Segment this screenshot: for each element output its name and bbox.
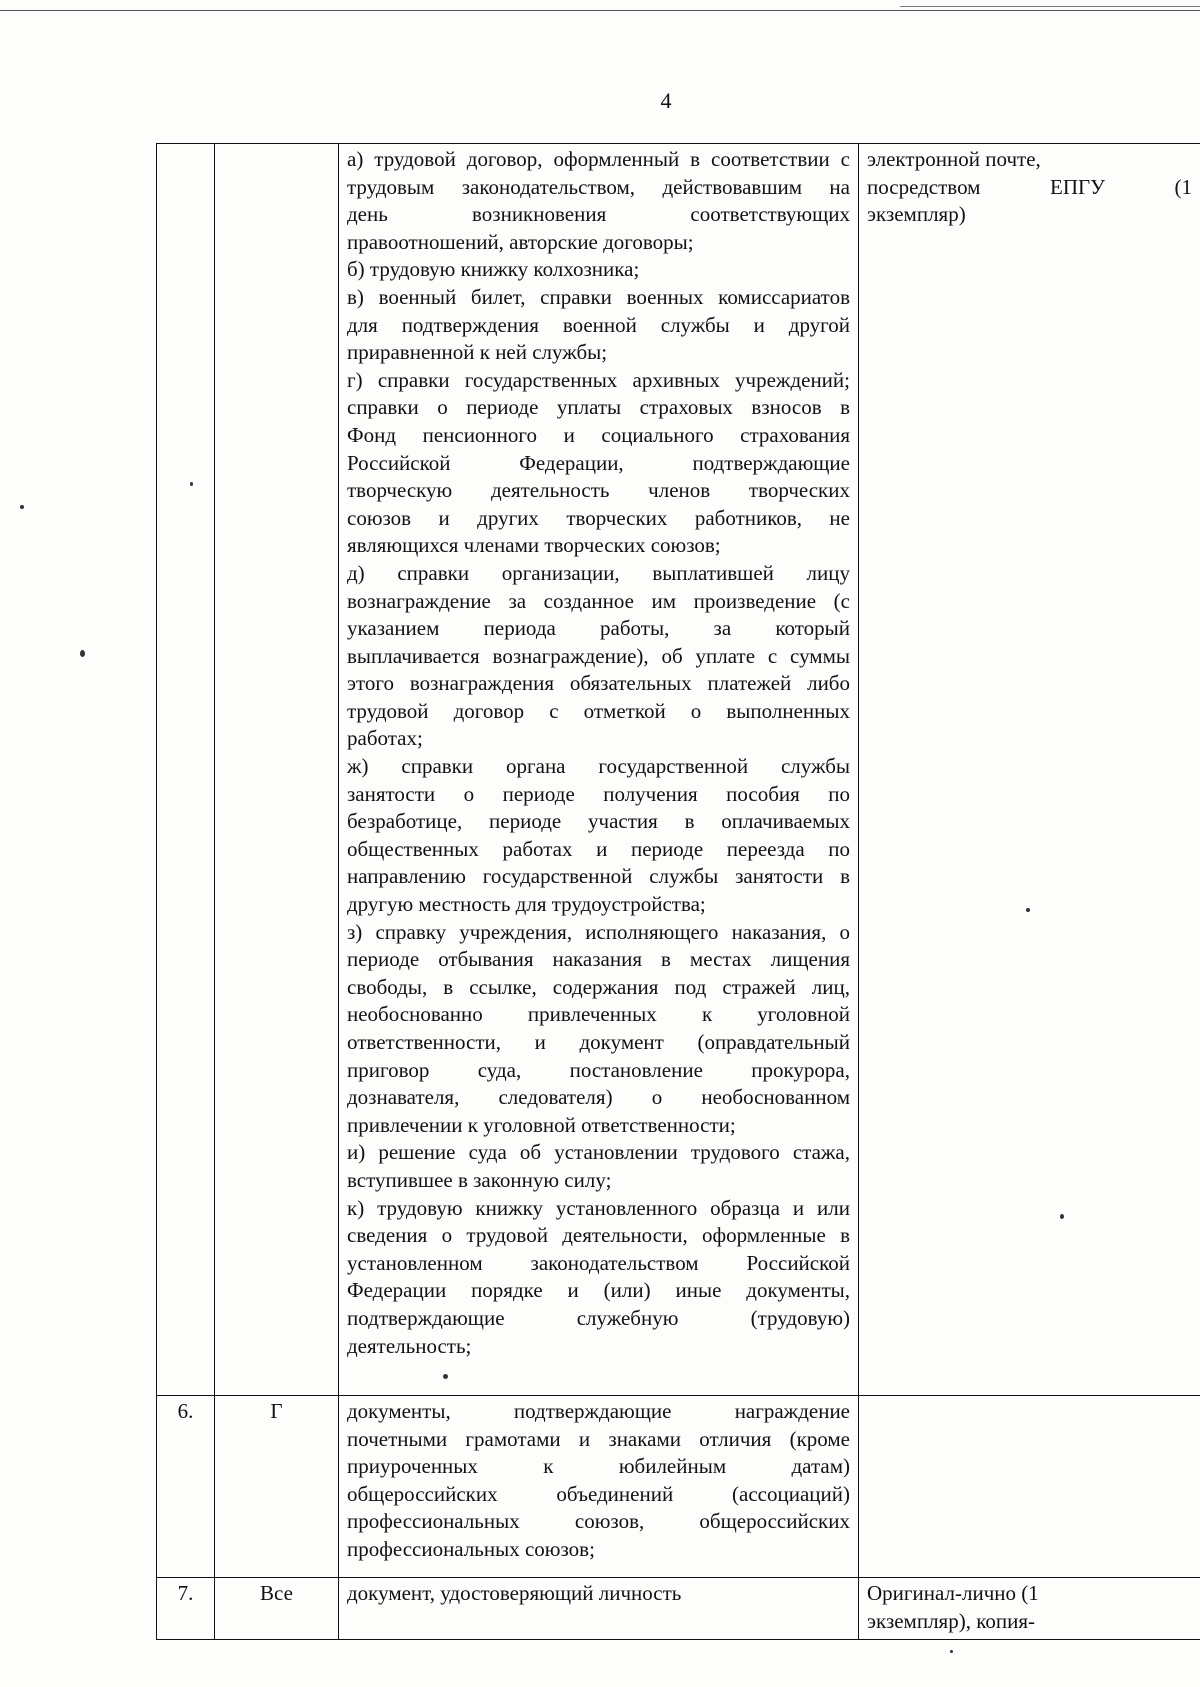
text-line: занятости о периоде получения пособия по	[347, 781, 850, 806]
text-line: документ, удостоверяющий личность	[347, 1581, 682, 1605]
text-line: трудовым законодательством, действовавшим на	[347, 174, 850, 199]
text-line: справки о периоде уплаты страховых взносов в	[347, 395, 850, 420]
scan-speck	[1060, 1214, 1064, 1219]
row-category: Г	[215, 1396, 339, 1578]
text-line: привлечении к уголовной ответственности;	[347, 1112, 736, 1137]
text-line: безработице, периоде участия в оплачиваемых	[347, 809, 850, 834]
text-line: з) справку учреждения, исполняющего наказания, о	[347, 919, 850, 944]
text-line: ж) справки органа государственной службы	[347, 754, 850, 779]
scan-speck	[1026, 908, 1030, 912]
text-line: Оригинал-лично (1	[867, 1581, 1039, 1605]
text-line: правоотношений, авторские договоры;	[347, 229, 694, 254]
scan-speck	[80, 650, 85, 657]
text-line: профессиональных союзов, общероссийских	[347, 1509, 850, 1534]
scan-edge-line	[0, 10, 1200, 11]
text-line: Фонд пенсионного и социального страхования	[347, 422, 850, 447]
text-line: дознавателя, следователя) о необоснованном	[347, 1085, 850, 1110]
text-line: документы, подтверждающие награждение	[347, 1399, 850, 1423]
text-line: союзов и других творческих работников, не	[347, 505, 850, 530]
documents-cell	[339, 1396, 859, 1578]
documents-cell	[339, 1578, 859, 1640]
text-line: работах;	[347, 726, 423, 751]
row-category	[215, 144, 339, 1396]
scan-speck	[950, 1650, 953, 1653]
text-line: почетными грамотами и знаками отличия (кроме	[347, 1426, 850, 1451]
table-row	[157, 144, 1200, 1396]
text-line: направлению государственной службы занятости в	[347, 864, 850, 889]
text-line: б) трудовую книжку колхозника;	[347, 257, 640, 282]
scan-speck	[443, 1374, 448, 1379]
text-line: выплачивается вознаграждение), об уплате с суммы	[347, 643, 850, 668]
text-line: г) справки государственных архивных учреждений;	[347, 367, 850, 392]
text-line: экземпляр), копия-	[867, 1608, 1035, 1633]
documents-cell	[339, 144, 859, 1396]
text-line: к) трудовую книжку установленного образца и или	[347, 1195, 850, 1220]
text-line: вознаграждение за созданное им произведение (с	[347, 588, 850, 613]
text-line: ответственности, и документ (оправдательный	[347, 1030, 850, 1054]
text-line: этого вознаграждения обязательных платежей либо	[347, 671, 850, 696]
text-line: деятельность;	[347, 1333, 472, 1358]
text-line: экземпляр)	[867, 202, 966, 227]
text-line: творческую деятельность членов творческих	[347, 478, 850, 503]
text-line: приравненной к ней службы;	[347, 340, 608, 365]
text-line: и) решение суда об установлении трудового стажа,	[347, 1140, 850, 1165]
text-line: для подтверждения военной службы и другой	[347, 312, 850, 337]
text-line: сведения о трудовой деятельности, оформленные в	[347, 1223, 850, 1248]
text-line: приуроченных к юбилейным датам)	[347, 1454, 850, 1479]
text-line: приговор суда, постановление прокурора,	[347, 1057, 850, 1082]
text-line: являющихся членами творческих союзов;	[347, 533, 721, 558]
text-line: а) трудовой договор, оформленный в соответствии с	[347, 147, 850, 171]
table-row	[157, 1396, 1200, 1578]
text-line: свободы, в ссылке, содержания под стражей лиц,	[347, 974, 850, 999]
text-line: установленном законодательством Российской	[347, 1250, 850, 1275]
table-row	[157, 1578, 1200, 1640]
submission-form-cell	[859, 1396, 1200, 1578]
text-line: трудовой договор с отметкой о выполненных	[347, 698, 850, 723]
text-line: вступившее в законную силу;	[347, 1167, 612, 1192]
row-number	[157, 144, 215, 1396]
text-line: профессиональных союзов;	[347, 1536, 595, 1561]
text-line: другую местность для трудоустройства;	[347, 892, 706, 917]
scan-speck	[190, 482, 193, 486]
text-line: посредством ЕПГУ (1	[867, 174, 1192, 199]
text-line: электронной почте,	[867, 147, 1041, 171]
scan-edge-line	[900, 6, 1200, 7]
text-line: периоде отбывания наказания в местах лищения	[347, 947, 850, 972]
row-number: 6.	[157, 1396, 215, 1578]
submission-form-cell	[859, 1578, 1200, 1640]
text-line: общественных работах и периоде переезда по	[347, 836, 850, 861]
text-line: д) справки организации, выплатившей лицу	[347, 560, 850, 585]
documents-table	[156, 143, 1200, 1640]
text-line: подтверждающие служебную (трудовую)	[347, 1305, 850, 1330]
page-number: 4	[660, 88, 672, 113]
text-line: общероссийских объединений (ассоциаций)	[347, 1481, 850, 1506]
row-category: Все	[215, 1578, 339, 1640]
scan-speck	[20, 505, 24, 509]
row-number: 7.	[157, 1578, 215, 1640]
text-line: указанием периода работы, за который	[347, 616, 850, 641]
text-line: в) военный билет, справки военных комиссариатов	[347, 284, 850, 309]
text-line: необоснованно привлеченных к уголовной	[347, 1002, 850, 1027]
text-line: Российской Федерации, подтверждающие	[347, 450, 850, 475]
text-line: Федерации порядке и (или) иные документы,	[347, 1278, 850, 1303]
submission-form-cell	[859, 144, 1200, 1396]
text-line: день возникновения соответствующих	[347, 202, 850, 227]
